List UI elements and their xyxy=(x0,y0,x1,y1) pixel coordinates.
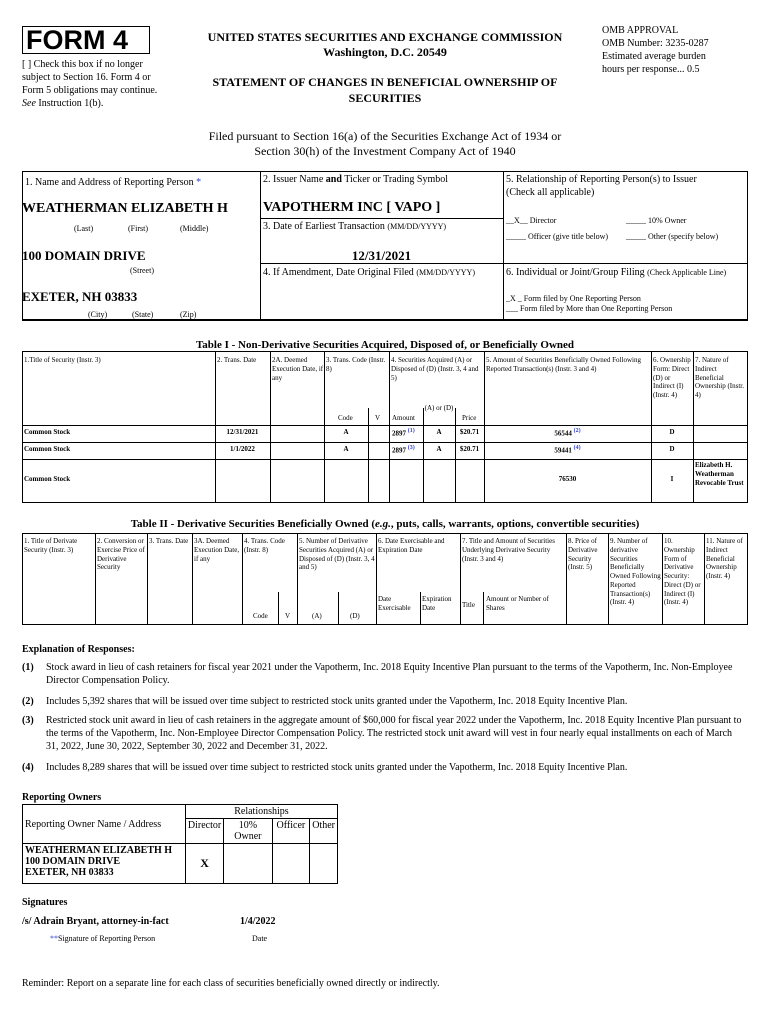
t1-row3-title: Common Stock xyxy=(24,475,71,483)
t2-h5: 5. Number of Derivative Securities Acquired (A) or Disposed of (D) (Instr. 3, 4 and 5) xyxy=(299,537,375,572)
box5-label: 5. Relationship of Reporting Person(s) to Issuer (Check all applicable) xyxy=(506,174,697,198)
label-middle: (Middle) xyxy=(180,224,209,233)
t2-sub-d: (D) xyxy=(350,612,360,620)
ro-col-officer: Officer xyxy=(272,819,310,844)
officer-checkbox[interactable]: _____ Officer (give title below) xyxy=(506,232,609,241)
t1-sub-amount: Amount xyxy=(392,414,415,422)
t1-row1-form: D xyxy=(669,428,675,436)
form-title: FORM 4 xyxy=(26,25,129,55)
note-num-3: (3) xyxy=(22,715,34,726)
signer-name: /s/ Adrain Bryant, attorney-in-fact xyxy=(22,916,169,927)
t1-row1-price: $20.71 xyxy=(459,428,480,436)
signature-ref-link[interactable]: ** xyxy=(50,934,58,943)
t2-h3: 3. Trans. Date xyxy=(149,537,189,545)
t1-row2-date: 1/1/2022 xyxy=(230,445,255,453)
street-address: 100 DOMAIN DRIVE xyxy=(22,248,146,263)
t1-row2-ad: A xyxy=(436,445,442,453)
t1-sub-v: V xyxy=(375,414,381,422)
other-checkbox[interactable]: _____ Other (specify below) xyxy=(626,232,719,241)
t2-h2: 2. Conversion or Exercise Price of Derivative Security xyxy=(97,537,145,572)
statement-title: STATEMENT OF CHANGES IN BENEFICIAL OWNERSHIP OF SECURITIES xyxy=(212,75,558,105)
reporting-owners-heading: Reporting Owners xyxy=(22,792,102,803)
no-longer-subject-checkbox[interactable] xyxy=(22,58,170,110)
label-street: (Street) xyxy=(130,266,154,275)
t2-h11: 11. Nature of Indirect Beneficial Ownership (Instr. 4) xyxy=(706,537,743,580)
box4-label: 4. If Amendment, Date Original Filed (MM/DD/YYYY) xyxy=(263,267,475,278)
t1-row3-form: I xyxy=(670,475,674,483)
t1-sub-price: Price xyxy=(462,414,477,422)
filed-pursuant-line1: Filed pursuant to Section 16(a) of the Securities Exchange Act of 1934 or xyxy=(208,129,562,143)
table2-title: Table II - Derivative Securities Beneficially Owned (e.g., puts, calls, warrants, options, convertible securities) xyxy=(130,518,640,530)
multi-person-filing[interactable]: ___ Form filed by More than One Reporting Person xyxy=(506,304,673,313)
label-zip: (Zip) xyxy=(180,310,197,319)
note-text-2: Includes 5,392 shares that will be issued over time subject to restricted stock units granted under the Vapotherm, Inc. 2018 Equity Incentive Plan. xyxy=(46,696,628,707)
box3-label: 3. Date of Earliest Transaction (MM/DD/YYYY) xyxy=(263,221,447,232)
t1-row3-nature: Elizabeth H. Weatherman Revocable Trust xyxy=(695,461,744,487)
signatures-heading: Signatures xyxy=(22,897,68,908)
city-state-zip: EXETER, NH 03833 xyxy=(22,289,138,304)
checkbox-text: [ ] Check this box if no longer subject to Section 16. Form 4 or Form 5 obligations may continue. xyxy=(22,59,158,96)
ro-col-name: Reporting Owner Name / Address xyxy=(23,805,186,844)
ro-director-mark: X xyxy=(185,844,223,884)
t1-row2-title: Common Stock xyxy=(24,445,71,453)
ro-owner-name: WEATHERMAN ELIZABETH H xyxy=(25,845,173,856)
t1-h6: 6. Ownership Form: Direct (D) or Indirect (I) (Instr. 4) xyxy=(653,356,691,399)
t1-h7: 7. Nature of Indirect Beneficial Ownership (Instr. 4) xyxy=(695,356,744,399)
t1-row3-owned: 76530 xyxy=(558,475,577,483)
table1-title: Table I - Non-Derivative Securities Acquired, Disposed of, or Beneficially Owned xyxy=(195,339,575,351)
note-num-1: (1) xyxy=(22,662,34,673)
t2-h1: 1. Title of Derivate Security (Instr. 3) xyxy=(24,537,78,554)
ro-owner-cell xyxy=(23,844,186,884)
agency-location: Washington, D.C. 20549 xyxy=(323,45,447,59)
t2-sub-a: (A) xyxy=(312,612,322,620)
label-last: (Last) xyxy=(74,224,94,233)
box2-label: 2. Issuer Name and Ticker or Trading Symbol xyxy=(263,174,449,185)
t2-h7: 7. Title and Amount of Securities Underlying Derivative Security (Instr. 3 and 4) xyxy=(462,537,555,563)
t1-sub-code: Code xyxy=(338,414,353,422)
t1-sub-ad: (A) or (D) xyxy=(424,404,454,412)
t2-h3a: 3A. Deemed Execution Date, if any xyxy=(194,537,240,563)
director-checkbox[interactable]: __X__ Director xyxy=(506,216,557,225)
t1-h2: 2. Trans. Date xyxy=(217,356,257,364)
t1-row2-form: D xyxy=(669,445,675,453)
reminder: Reminder: Report on a separate line for each class of securities beneficially owned directly or indirectly. xyxy=(22,978,440,989)
label-first: (First) xyxy=(128,224,148,233)
note-num-4: (4) xyxy=(22,762,34,773)
reporting-person-name: WEATHERMAN ELIZABETH H xyxy=(22,201,228,216)
t1-h1: 1.Title of Security (Instr. 3) xyxy=(24,356,101,364)
footnote-ref-link[interactable]: * xyxy=(196,177,202,188)
note-num-2: (2) xyxy=(22,696,34,707)
omb-hours: hours per response... 0.5 xyxy=(602,64,700,75)
one-person-filing[interactable]: _X _ Form filed by One Reporting Person xyxy=(506,294,641,303)
ten-percent-owner-checkbox[interactable]: _____ 10% Owner xyxy=(626,216,687,225)
omb-number: OMB Number: 3235-0287 xyxy=(602,38,709,49)
t2-h6: 6. Date Exercisable and Expiration Date xyxy=(378,537,445,554)
t1-row1-ad: A xyxy=(436,428,442,436)
ro-col-director: Director xyxy=(185,819,223,844)
t1-h2a: 2A. Deemed Execution Date, if any xyxy=(272,356,324,382)
ro-col-10pct: 10% Owner xyxy=(224,819,272,844)
signature-date: 1/4/2022 xyxy=(240,916,276,927)
omb-title: OMB APPROVAL xyxy=(602,25,679,36)
t2-sub-exercisable: Date Exercisable xyxy=(378,595,411,612)
signature-label: **Signature of Reporting Person xyxy=(50,934,156,943)
t1-row1-amount: 2897 $^{(1)}$ xyxy=(392,428,415,438)
footnote-link-2[interactable]: (2) xyxy=(573,428,581,434)
t1-row2-owned: 59441 $^{(4)}$ xyxy=(554,445,581,455)
t2-sub-v: V xyxy=(285,612,291,620)
date-label: Date xyxy=(252,934,268,943)
earliest-transaction-date: 12/31/2021 xyxy=(351,248,412,263)
footnote-link-1[interactable]: (1) xyxy=(407,428,415,434)
issuer-name: VAPOTHERM INC [ VAPO ] xyxy=(263,200,441,215)
omb-burden: Estimated average burden xyxy=(602,51,706,62)
checkbox-see: See xyxy=(22,98,36,109)
t1-row1-code: A xyxy=(343,428,349,436)
t1-row1-date: 12/31/2021 xyxy=(226,428,259,436)
t1-row1-owned: 56544 $^{(2)}$ xyxy=(554,428,581,438)
t2-h8: 8. Price of Derivative Security (Instr. 5) xyxy=(568,537,598,572)
explanation-heading: Explanation of Responses: xyxy=(22,644,135,655)
t2-h10: 10. Ownership Form of Derivative Security: Direct (D) or Indirect (I) (Instr. 4) xyxy=(664,537,701,607)
t1-row2-code: A xyxy=(343,445,349,453)
ro-col-relationships: Relationships xyxy=(185,805,337,819)
t1-row2-price: $20.71 xyxy=(459,445,480,453)
t2-sub-expiration: Expiration Date xyxy=(422,595,452,612)
footnote-link-3[interactable]: (3) xyxy=(407,445,415,451)
t1-h3: 3. Trans. Code (Instr. 8) xyxy=(326,356,386,373)
omb-approval xyxy=(602,24,762,76)
t2-sub-title: Title xyxy=(462,601,475,609)
t2-sub-code: Code xyxy=(253,612,268,620)
t1-row1-title: Common Stock xyxy=(24,428,71,436)
label-state: (State) xyxy=(132,310,154,319)
t1-row2-amount: 2897 $^{(3)}$ xyxy=(392,445,415,455)
checkbox-instruction: Instruction 1(b). xyxy=(38,98,104,109)
t2-h4: 4. Trans. Code (Instr. 8) xyxy=(244,537,285,554)
footnote-link-4[interactable]: (4) xyxy=(573,445,581,451)
reporting-owners-table xyxy=(22,804,338,884)
note-text-3: Restricted stock unit award in lieu of cash retainers in the aggregate amount of $60,000 for fiscal year 2022 under the Vapotherm, Inc. 2018 Equity Incentive Plan pursuant to the terms of the Vapotherm, Inc. Non-Employee Director Compensation Policy. The restricted stock unit award will vest in four nearly equal installments on each of March 31, 2022, June 30, 2022, September 30, 2022 and December 31, 2022. xyxy=(46,715,742,752)
agency-name: UNITED STATES SECURITIES AND EXCHANGE COMMISSION xyxy=(207,30,563,44)
note-text-4: Includes 8,289 shares that will be issued over time subject to restricted stock units granted under the Vapotherm, Inc. 2018 Equity Incentive Plan. xyxy=(46,762,628,773)
ro-owner-street: 100 DOMAIN DRIVE xyxy=(25,856,120,867)
t2-h9: 9. Number of derivative Securities Beneficially Owned Following Reported Transaction(s) (Instr. 4) xyxy=(610,537,661,607)
t2-sub-amount: Amount or Number of Shares xyxy=(486,595,549,612)
box6-label: 6. Individual or Joint/Group Filing (Check Applicable Line) xyxy=(506,267,727,278)
t1-h4: 4. Securities Acquired (A) or Disposed of (D) (Instr. 3, 4 and 5) xyxy=(391,356,479,382)
ro-owner-city: EXETER, NH 03833 xyxy=(25,867,114,878)
ro-col-other: Other xyxy=(310,819,338,844)
label-city: (City) xyxy=(88,310,108,319)
box1-label: 1. Name and Address of Reporting Person * xyxy=(25,177,202,188)
note-text-1: Stock award in lieu of cash retainers for fiscal year 2021 under the Vapotherm, Inc. 2018 Equity Incentive Plan pursuant to the terms of the Vapotherm, Inc. Non-Employee Director Compensation Policy. xyxy=(46,662,733,686)
filed-pursuant-line2: Section 30(h) of the Investment Company Act of 1940 xyxy=(254,144,516,158)
t1-h5: 5. Amount of Securities Beneficially Owned Following Reported Transaction(s) (Instr. 3 and 4) xyxy=(486,356,641,373)
